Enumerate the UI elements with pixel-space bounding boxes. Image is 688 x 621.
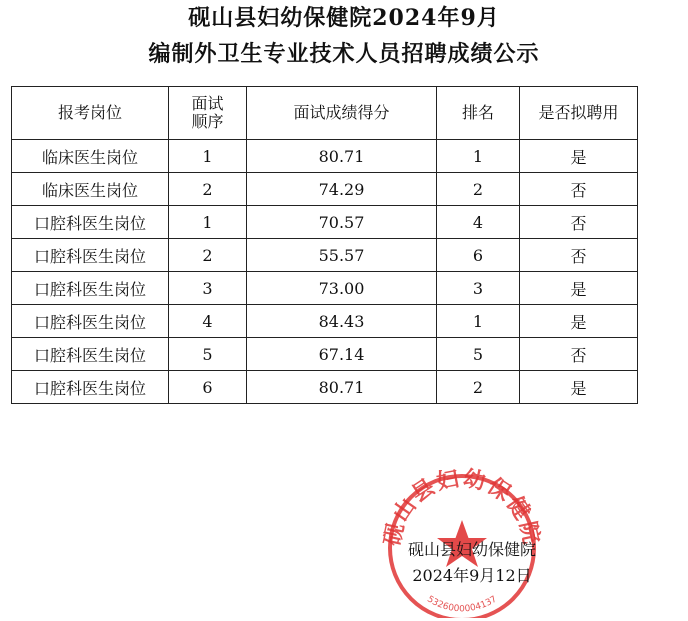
- table-row: [12, 272, 638, 305]
- cell-order: 3: [169, 272, 247, 305]
- page-title-line1: 砚山县妇幼保健院2024年9月: [188, 5, 500, 31]
- cell-order: 4: [169, 305, 247, 338]
- cell-hired: 是: [520, 305, 638, 338]
- header-order-label: 面试顺序: [191, 94, 224, 131]
- cell-hired: 否: [520, 239, 638, 272]
- header-row: [12, 87, 638, 140]
- cell-order: 6: [169, 371, 247, 404]
- table-row: [12, 140, 638, 173]
- header-score: 面试成绩得分: [247, 87, 437, 140]
- cell-position: 口腔科医生岗位: [12, 338, 169, 371]
- table-row: [12, 371, 638, 404]
- header-rank: 排名: [437, 87, 520, 140]
- cell-rank: 4: [437, 206, 520, 239]
- cell-position: 口腔科医生岗位: [12, 305, 169, 338]
- cell-score: 70.57: [247, 206, 437, 239]
- cell-score: 74.29: [247, 173, 437, 206]
- cell-rank: 1: [437, 305, 520, 338]
- cell-position: 口腔科医生岗位: [12, 239, 169, 272]
- cell-score: 80.71: [247, 371, 437, 404]
- cell-position: 口腔科医生岗位: [12, 371, 169, 404]
- results-table: [11, 86, 638, 404]
- cell-position: 口腔科医生岗位: [12, 272, 169, 305]
- page-title-line2: 编制外卫生专业技术人员招聘成绩公示: [148, 41, 540, 67]
- cell-hired: 是: [520, 140, 638, 173]
- cell-rank: 5: [437, 338, 520, 371]
- cell-position: 临床医生岗位: [12, 140, 169, 173]
- cell-order: 2: [169, 173, 247, 206]
- cell-hired: 否: [520, 338, 638, 371]
- cell-rank: 2: [437, 173, 520, 206]
- seal-code: 5326000004137: [425, 594, 499, 615]
- cell-hired: 是: [520, 272, 638, 305]
- cell-order: 2: [169, 239, 247, 272]
- cell-order: 1: [169, 140, 247, 173]
- cell-score: 67.14: [247, 338, 437, 371]
- cell-rank: 2: [437, 371, 520, 404]
- official-seal: [372, 458, 550, 618]
- cell-score: 73.00: [247, 272, 437, 305]
- cell-score: 55.57: [247, 239, 437, 272]
- cell-hired: 否: [520, 173, 638, 206]
- header-order: [169, 87, 247, 140]
- cell-hired: 是: [520, 371, 638, 404]
- seal-text: 砚山县妇幼保健院: [379, 465, 545, 548]
- signature-org: 砚山县妇幼保健院: [407, 540, 536, 559]
- header-hired: 是否拟聘用: [520, 87, 638, 140]
- signature-date: 2024年9月12日: [412, 566, 532, 585]
- cell-score: 80.71: [247, 140, 437, 173]
- table-row: [12, 206, 638, 239]
- cell-order: 1: [169, 206, 247, 239]
- cell-score: 84.43: [247, 305, 437, 338]
- cell-rank: 3: [437, 272, 520, 305]
- cell-position: 临床医生岗位: [12, 173, 169, 206]
- cell-position: 口腔科医生岗位: [12, 206, 169, 239]
- cell-rank: 1: [437, 140, 520, 173]
- table-row: [12, 338, 638, 371]
- header-position: 报考岗位: [12, 87, 169, 140]
- table-row: [12, 173, 638, 206]
- cell-order: 5: [169, 338, 247, 371]
- table-row: [12, 305, 638, 338]
- cell-rank: 6: [437, 239, 520, 272]
- cell-hired: 否: [520, 206, 638, 239]
- table-row: [12, 239, 638, 272]
